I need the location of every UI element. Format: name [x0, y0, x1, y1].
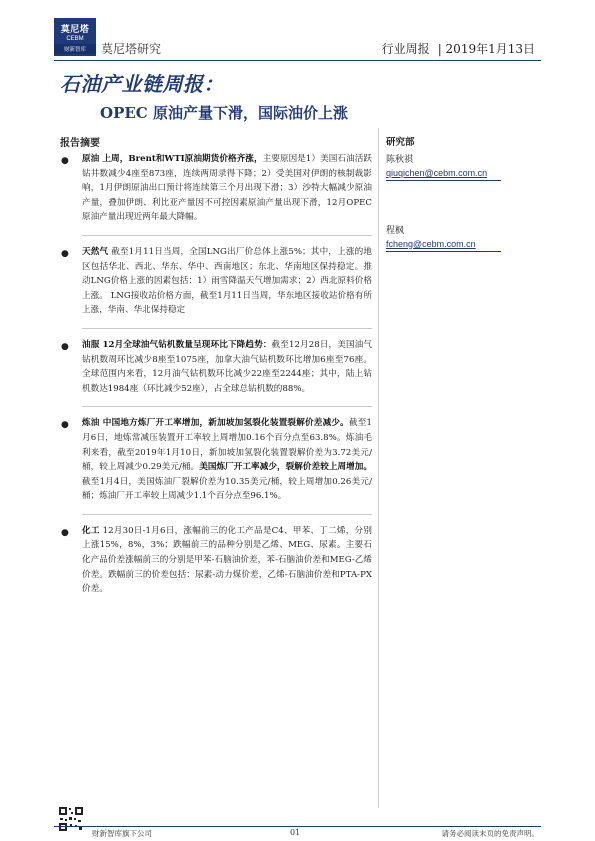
summary-item-refining	[60, 416, 372, 504]
logo-cn-text: 莫尼塔	[60, 25, 90, 35]
item-body-a: 截至1月6日，地炼常减压装置开工率较上周增加0.16个百分点至63.8%。炼油毛利来看，截至2019年1月10日，新加坡加氢裂化装置裂解价差为3.72美元/桶，较上周减少0.29美元/桶。	[82, 418, 373, 473]
report-date: | 2019年1月13日	[437, 42, 535, 56]
logo-en-text: CEBM	[66, 36, 84, 42]
bullet-icon: ●	[61, 527, 69, 538]
page-number: 01	[290, 828, 301, 837]
analyst-email-link[interactable]: fcheng@cebm.com.cn	[386, 239, 476, 249]
item-divider	[82, 235, 372, 236]
item-lead: 天然气	[82, 246, 109, 257]
item-lead: 原油 上周，Brent和WTI原油期货价格齐涨，	[82, 154, 263, 164]
bullet-icon: ●	[61, 248, 69, 259]
column-divider	[378, 128, 379, 808]
header-meta	[374, 40, 535, 57]
sidebar-heading: 研究部	[386, 137, 415, 148]
item-lead: 油服 12月全球油气钻机数量呈现环比下降趋势：	[82, 339, 272, 350]
bullet-icon: ●	[61, 156, 69, 166]
report-type: 行业周报	[381, 42, 430, 56]
bullet-icon: ●	[61, 341, 69, 352]
item-body-b: 截至1月4日，美国炼油厂裂解价差为10.35美元/桶，较上周增加0.26美元/桶；炼油厂开工率较上周减少1.1个百分点至96.1%。	[82, 476, 372, 502]
footer-disclaimer: 请务必阅读末页的免责声明。	[441, 829, 539, 838]
summary-item-oilservice	[60, 338, 372, 396]
bullet-icon: ●	[61, 420, 69, 431]
item-body: 截至12月28日，美国油气钻机数周环比减少8座至1075座，加拿大油气钻机数环比增加6座至76座。全球范围内来看，12月油气钻机数环比减少22座至2244座；其中，陆上钻机数达1984座（环比减少52座），占全球总钻机数的88%。	[82, 339, 372, 394]
header-divider	[54, 60, 541, 61]
footer-company: 财新智库旗下公司	[92, 829, 152, 838]
item-divider	[82, 406, 372, 407]
summary-item-crude	[60, 152, 372, 225]
sidebar-divider	[386, 251, 501, 252]
summary-list	[60, 152, 372, 597]
brand-name: 莫尼塔研究	[101, 42, 162, 56]
analyst-name: 程枫	[386, 226, 405, 236]
item-body: 截至1月11日当周，全国LNG出厂价总体上涨5%；其中，上涨的地区包括华北、西北、华东、华中、西南地区；东北、华南地区保持稳定。推动LNG价格上涨的因素包括：1）雨雪降温天气增加需求；2）西北原料价格上涨。 LNG接收站价格方面，截至1月11日当周，华东地区接收站价格有所上涨，华南、华北保持稳定	[82, 246, 372, 316]
company-logo	[54, 18, 96, 56]
item-body: 主要原因是1）美国石油活跃钻井数减少4座至873座，连续两周录得下降；2）受美国对伊朗的核制裁影响，1月伊朗原油出口预计将连续第三个月出现下滑；3）沙特大幅减少原油产量，叠加伊朗、利比亚产量因不可控因素原油产量出现下滑，12月OPEC原油产量出现近两年最大降幅。	[82, 154, 372, 223]
item-lead: 炼油 中国地方炼厂开工率增加，新加坡加氢裂化装置裂解价差减少。	[82, 418, 349, 429]
item-divider	[82, 328, 372, 329]
research-sidebar	[386, 134, 546, 252]
analyst-name: 陈秋祺	[386, 155, 414, 165]
analyst-email-link[interactable]: qiuqichen@cebm.com.cn	[386, 168, 488, 178]
item-divider	[82, 514, 372, 515]
report-title: 石油产业链周报：	[60, 72, 224, 96]
item-bold-mid: 美国炼厂开工率减少，裂解价差较上周增加。	[199, 462, 372, 473]
report-subtitle: OPEC 原油产量下滑，国际油价上涨	[100, 104, 348, 122]
logo-sub-text: 财新智库	[54, 44, 96, 54]
summary-item-gas	[60, 245, 372, 318]
item-body: 12月30日-1月6日，涨幅前三的化工产品是C4、甲苯、丁二烯，分别上涨15%，8%，3%；跌幅前三的品种分别是乙烯、MEG、尿素。主要石化产品价差涨幅前三的分别是甲苯-石脑油价差，苯-石脑油价差和MEG-乙烯价差。跌幅前三的价差包括：尿素-动力煤价差，乙烯-石脑油价差和PTA-PX价差。	[82, 525, 372, 595]
section-heading: 报告摘要	[60, 138, 100, 149]
item-lead: 化工	[82, 525, 100, 536]
footer-divider	[54, 826, 541, 827]
summary-item-chemical	[60, 524, 372, 597]
qr-code-icon	[58, 806, 84, 832]
